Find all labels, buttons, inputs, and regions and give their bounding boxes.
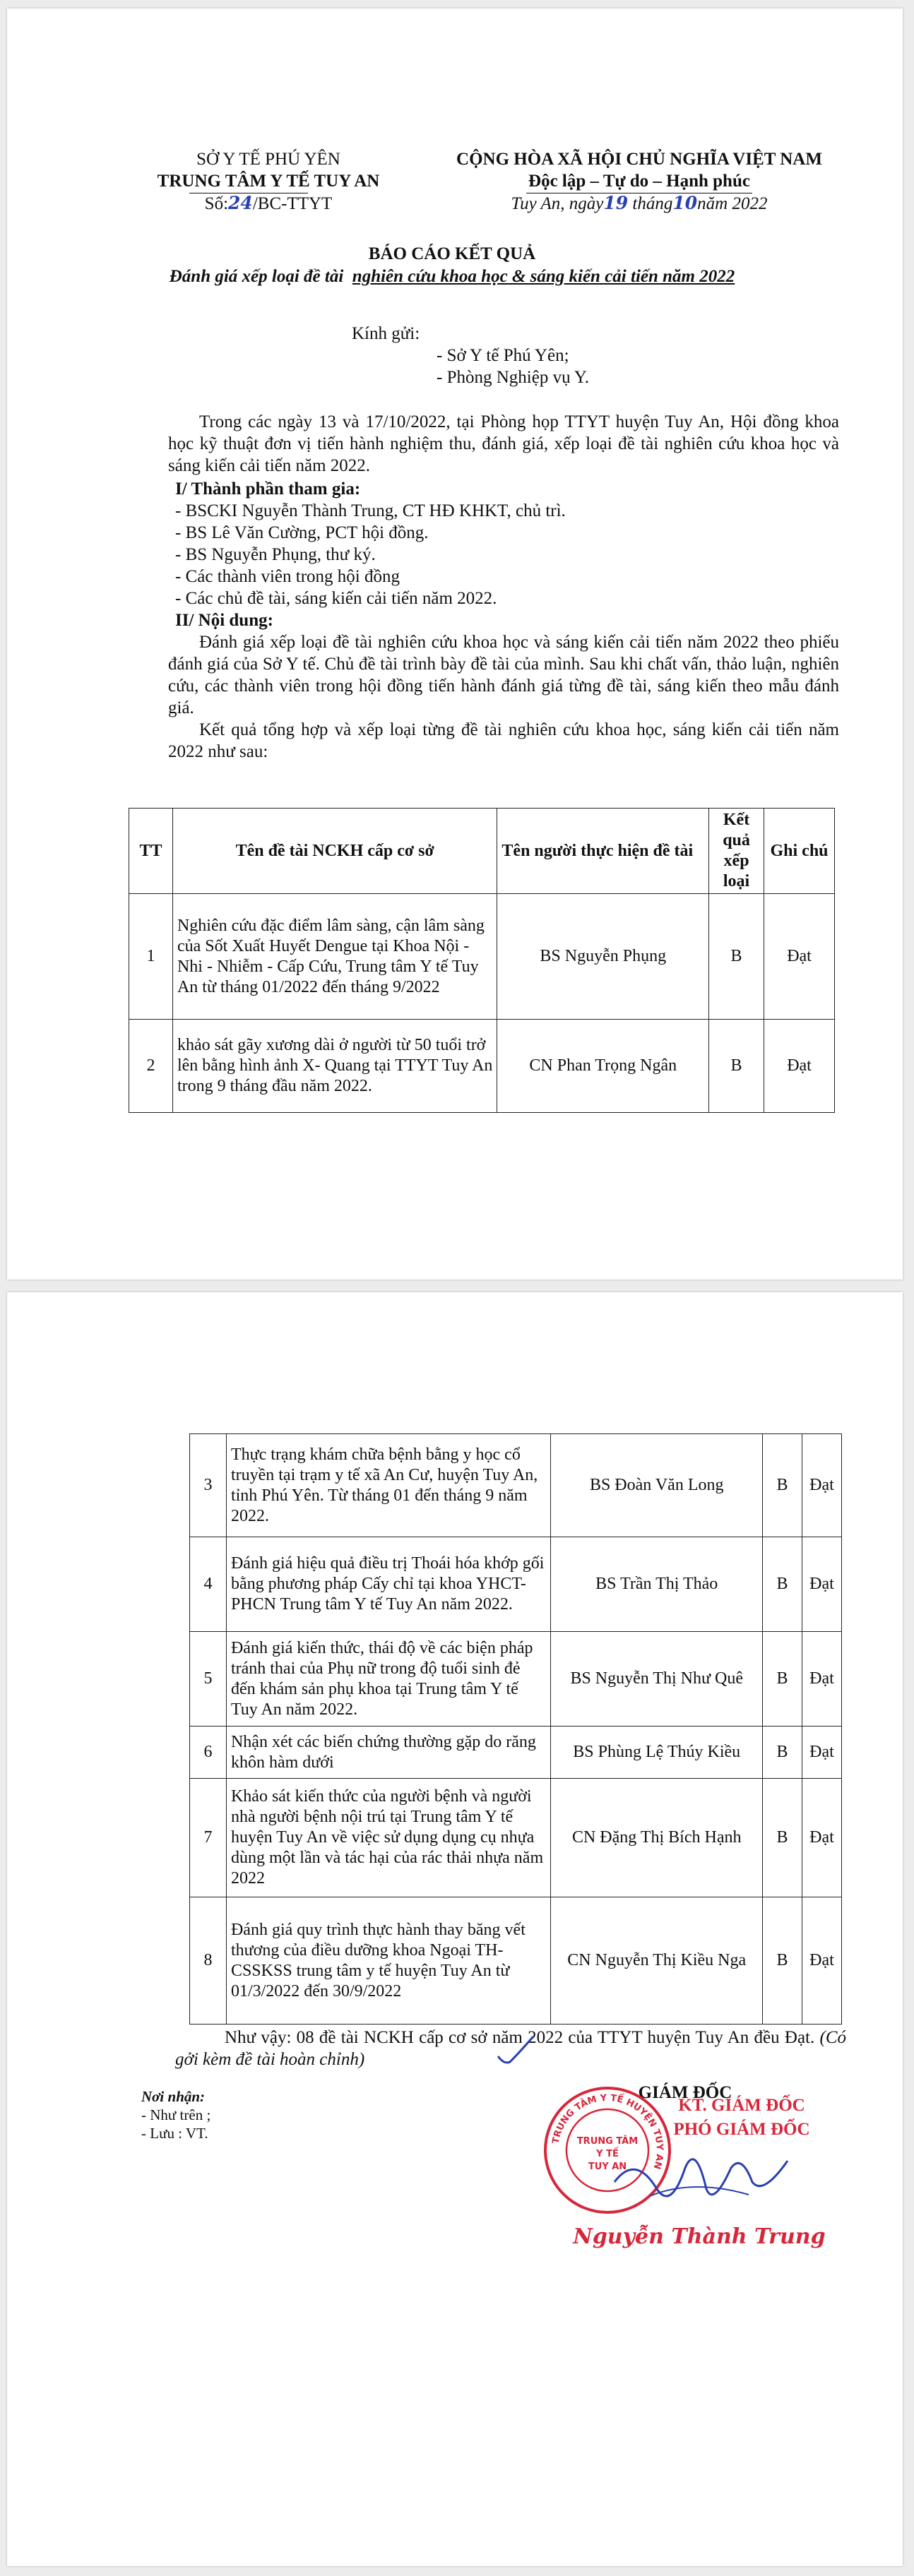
row-person: CN Phan Trọng Ngân — [497, 1020, 709, 1113]
col-header-title: Tên đề tài NCKH cấp cơ sở — [172, 809, 497, 894]
row-grade: B — [763, 1537, 802, 1632]
row-tt: 3 — [190, 1434, 227, 1537]
row-note: Đạt — [802, 1434, 842, 1537]
row-grade: B — [709, 894, 764, 1020]
row-tt: 1 — [129, 894, 173, 1020]
recipient-item: - Phòng Nghiệp vụ Y. — [437, 368, 589, 387]
header-left — [120, 148, 417, 215]
section1-heading: I/ Thành phần tham gia: — [175, 479, 361, 499]
row-person: BS Nguyễn Thị Như Quê — [551, 1632, 763, 1727]
national-motto: Độc lập – Tự do – Hạnh phúc — [528, 172, 750, 191]
row-title: Nhận xét các biến chứng thường gặp do răng khôn hàm dưới — [226, 1727, 550, 1779]
row-note: Đạt — [802, 1779, 842, 1897]
col-header-note: Ghi chú — [764, 809, 835, 894]
row-tt: 7 — [190, 1779, 227, 1897]
row-title: Đánh giá kiến thức, thái độ về các biện pháp tránh thai của Phụ nữ trong độ tuổi sinh đẻ đến khám sản phụ khoa tại Trung tâm Y tế Tuy An năm 2022. — [226, 1632, 550, 1727]
row-grade: B — [763, 1434, 802, 1537]
row-note: Đạt — [802, 1632, 842, 1727]
participant-item: - BS Lê Văn Cường, PCT hội đồng. — [175, 523, 429, 542]
intro-paragraph: Trong các ngày 13 và 17/10/2022, tại Phòng họp TTYT huyện Tuy An, Hội đồng khoa học kỹ thuật đơn vị tiến hành nghiệm thu, đánh giá, xếp loại đề tài nghiên cứu khoa học và sáng kiến cải tiến năm 2022. — [168, 412, 839, 475]
row-person: BS Nguyễn Phụng — [497, 894, 709, 1020]
table-row — [190, 1727, 842, 1779]
ministry-name: SỞ Y TẾ PHÚ YÊN — [196, 150, 340, 169]
results-table-part2 — [189, 1433, 842, 2025]
agency-name: TRUNG TÂM Y TẾ TUY AN — [157, 172, 380, 191]
checkmark-signature-icon — [494, 2034, 537, 2069]
section2-heading: II/ Nội dung: — [175, 611, 273, 630]
svg-text:TUY AN: TUY AN — [588, 2161, 627, 2172]
sign-role-printed: GIÁM ĐỐC — [638, 2083, 732, 2102]
row-title: Đánh giá quy trình thực hành thay băng vết thương của điều dưỡng khoa Ngoại TH-CSSKSS trung tâm y tế huyện Tuy An từ 01/3/2022 đến 30/9/2022 — [226, 1897, 550, 2025]
handwritten-signature-icon — [607, 2140, 805, 2217]
participant-item: - Các thành viên trong hội đồng — [175, 567, 400, 586]
signer-name: Nguyễn Thành Trung — [573, 2224, 826, 2249]
table-row — [190, 1537, 842, 1632]
date-day-handwritten: 19 — [603, 193, 629, 213]
recipient-item: - Sở Y tế Phú Yên; — [437, 346, 569, 365]
table-row — [190, 1779, 842, 1897]
row-person: BS Đoàn Văn Long — [551, 1434, 763, 1537]
footer-recipient-item: - Lưu : VT. — [141, 2125, 208, 2142]
row-tt: 8 — [190, 1897, 227, 2025]
table-row — [129, 1020, 835, 1113]
row-note: Đạt — [764, 894, 835, 1020]
row-title: khảo sát gãy xương dài ở người từ 50 tuổi trở lên bằng hình ảnh X- Quang tại TTYT Tuy An trong 9 tháng đầu năm 2022. — [172, 1020, 497, 1113]
sign-role-sub: PHÓ GIÁM ĐỐC — [673, 2120, 810, 2139]
row-tt: 4 — [190, 1537, 227, 1632]
footer-recipient-item: - Như trên ; — [141, 2106, 211, 2123]
recipients-label: Kính gửi: — [352, 324, 420, 343]
svg-text:TRUNG TÂM: TRUNG TÂM — [576, 2136, 639, 2147]
footer-recipients — [141, 2087, 210, 2142]
col-header-person: Tên người thực hiện đề tài — [497, 809, 709, 894]
number-handwritten: 24 — [228, 193, 253, 213]
svg-text:Y TẾ: Y TẾ — [596, 2149, 619, 2159]
results-table-part1 — [129, 808, 835, 1113]
participant-item: - BSCKI Nguyễn Thành Trung, CT HĐ KHKT, chủ trì. — [175, 501, 566, 520]
table-row — [129, 894, 835, 1020]
row-tt: 5 — [190, 1632, 227, 1727]
document-number: Số:24/BC-TTYT — [204, 193, 333, 213]
col-header-grade: Kết quả xếp loại — [709, 809, 764, 894]
participant-item: - BS Nguyễn Phụng, thư ký. — [175, 545, 376, 564]
document-page-1 — [7, 8, 903, 1280]
row-tt: 6 — [190, 1727, 227, 1779]
row-person: CN Nguyễn Thị Kiều Nga — [551, 1897, 763, 2025]
document-page-2 — [7, 1292, 903, 2566]
row-person: BS Trần Thị Thảo — [551, 1537, 763, 1632]
row-grade: B — [763, 1897, 802, 2025]
header-right — [399, 148, 879, 215]
row-person: CN Đặng Thị Bích Hạnh — [551, 1779, 763, 1897]
report-title: BÁO CÁO KẾT QUẢ — [368, 244, 536, 263]
svg-text:TRUNG TÂM Y TẾ HUYỆN TUY AN: TRUNG TÂM Y TẾ HUYỆN TUY AN — [550, 2092, 665, 2171]
row-title: Đánh giá hiệu quả điều trị Thoái hóa khớp gối bằng phương pháp Cấy chỉ tại khoa YHCT-PHCN Trung tâm Y tế Tuy An năm 2022. — [226, 1537, 550, 1632]
table-row — [190, 1434, 842, 1537]
row-grade: B — [763, 1727, 802, 1779]
section2-paragraph2: Kết quả tổng hợp và xếp loại từng đề tài nghiên cứu khoa học, sáng kiến cải tiến năm 2022 như sau: — [168, 720, 839, 761]
row-tt: 2 — [129, 1020, 173, 1113]
row-person: BS Phùng Lệ Thúy Kiều — [551, 1727, 763, 1779]
row-grade: B — [763, 1779, 802, 1897]
participant-item: - Các chủ đề tài, sáng kiến cải tiến năm 2022. — [175, 589, 497, 608]
row-title: Nghiên cứu đặc điểm lâm sàng, cận lâm sàng của Sốt Xuất Huyết Dengue tại Khoa Nội -Nhi - Nhiễm - Cấp Cứu, Trung tâm Y tế Tuy An từ tháng 01/2022 đến tháng 9/2022 — [172, 894, 497, 1020]
col-header-tt: TT — [129, 809, 173, 894]
row-title: Khảo sát kiến thức của người bệnh và người nhà người bệnh nội trú tại Trung tâm Y tế huyện Tuy An về việc sử dụng dụng cụ nhựa dùng một lần và tác hại của rác thải nhựa năm 2022 — [226, 1779, 550, 1897]
row-note: Đạt — [764, 1020, 835, 1113]
report-subtitle: Đánh giá xếp loại đề tài nghiên cứu khoa học & sáng kiến cải tiến năm 2022 — [169, 267, 735, 286]
table-row — [190, 1632, 842, 1727]
sign-role-stamp: KT. GIÁM ĐỐC — [678, 2096, 805, 2115]
document-date: Tuy An, ngày19 tháng10năm 2022 — [511, 193, 768, 213]
row-note: Đạt — [802, 1727, 842, 1779]
conclusion-text: Như vậy: 08 đề tài NCKH cấp cơ sở năm 2022 của TTYT huyện Tuy An đều Đạt. (Có gởi kèm đề tài hoàn chỉnh) — [175, 2028, 846, 2069]
row-grade: B — [763, 1632, 802, 1727]
national-title: CỘNG HÒA XÃ HỘI CHỦ NGHĨA VIỆT NAM — [456, 150, 822, 169]
row-note: Đạt — [802, 1537, 842, 1632]
footer-recipients-label: Nơi nhận: — [141, 2088, 206, 2105]
table-row — [190, 1897, 842, 2025]
section2-paragraph1: Đánh giá xếp loại đề tài nghiên cứu khoa học và sáng kiến cải tiến năm 2022 theo phiếu đánh giá của Sở Y tế. Chủ đề tài trình bày đề tài của mình. Sau khi chất vấn, thảo luận, nghiên cứu, các thành viên trong hội đồng tiến hành đánh giá từng đề tài, sáng kiến theo mẫu đánh giá. — [168, 633, 839, 717]
date-month-handwritten: 10 — [672, 193, 698, 213]
row-grade: B — [709, 1020, 764, 1113]
table-header-row — [129, 809, 835, 894]
row-note: Đạt — [802, 1897, 842, 2025]
row-title: Thực trạng khám chữa bệnh bằng y học cổ truyền tại trạm y tế xã An Cư, huyện Tuy An, tỉnh Phú Yên. Từ tháng 01 đến tháng 9 năm 2022. — [226, 1434, 550, 1537]
